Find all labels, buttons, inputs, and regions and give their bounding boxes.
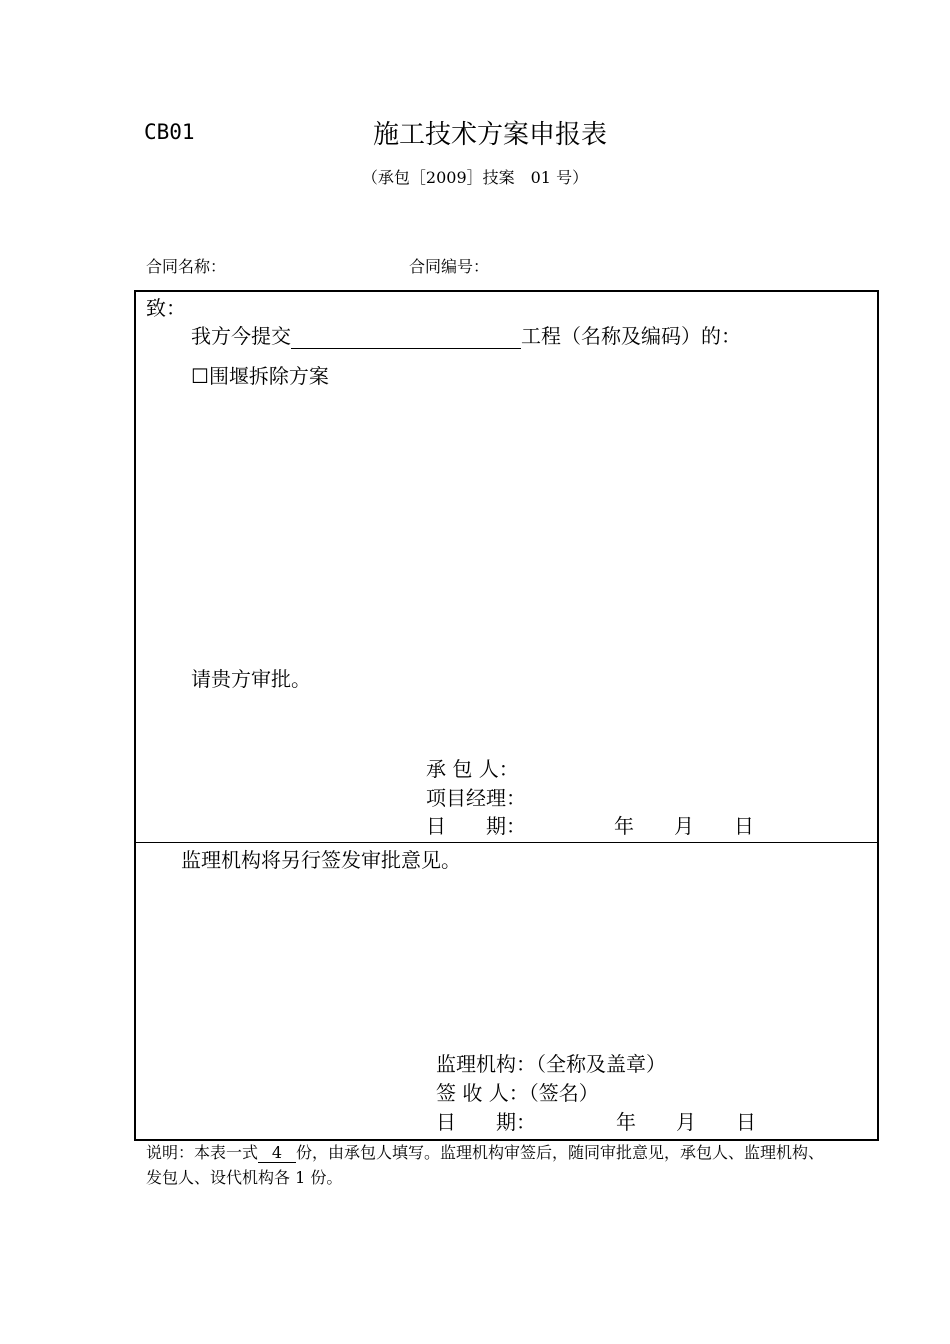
note-prefix: 说明：本表一式: [146, 1143, 259, 1162]
project-name-field[interactable]: [291, 324, 521, 349]
submit-line: [191, 320, 741, 349]
date-label: 日 期：: [436, 1110, 536, 1134]
date-label: 日 期：: [426, 814, 526, 838]
footnote: [146, 1140, 826, 1190]
submit-suffix: 工程（名称及编码）的：: [521, 324, 741, 348]
submit-prefix: 我方今提交: [191, 324, 291, 348]
section-divider: [136, 842, 877, 843]
form-number: （承包［2009］技案 01 号）: [361, 168, 589, 187]
plan-option-label: 围堰拆除方案: [208, 364, 329, 388]
copies-count: 4: [258, 1144, 296, 1163]
year-label: 年: [614, 814, 634, 838]
day-label: 日: [736, 1110, 756, 1134]
checkbox-icon[interactable]: ☐: [191, 364, 209, 388]
addressee-label: 致：: [146, 296, 186, 320]
contractor-date-line: [426, 810, 754, 839]
project-manager-label: 项目经理：: [426, 786, 526, 810]
contractor-label: 承 包 人：: [426, 757, 519, 781]
month-label: 月: [676, 1110, 696, 1134]
year-label: 年: [616, 1110, 636, 1134]
page-title: 施工技术方案申报表: [372, 120, 607, 150]
day-label: 日: [734, 814, 754, 838]
form-code: CB01: [144, 120, 195, 144]
approval-request: 请贵方审批。: [191, 667, 311, 691]
note-suffix: 份，由承包人填写。监理机构审签后，随同审批意见，承包人、监理机构、发包人、设代机构各 1 份。: [146, 1143, 825, 1187]
supervisor-date-line: [436, 1106, 756, 1135]
plan-option[interactable]: [191, 360, 329, 389]
month-label: 月: [674, 814, 694, 838]
contract-name-label: 合同名称：: [146, 257, 227, 276]
contract-no-label: 合同编号：: [409, 257, 490, 276]
supervision-agency-label: 监理机构：（全称及盖章）: [436, 1052, 666, 1076]
supervisor-notice: 监理机构将另行签发审批意见。: [181, 848, 461, 872]
form-frame: [134, 290, 879, 1141]
receiver-label: 签 收 人：（签名）: [436, 1081, 599, 1105]
